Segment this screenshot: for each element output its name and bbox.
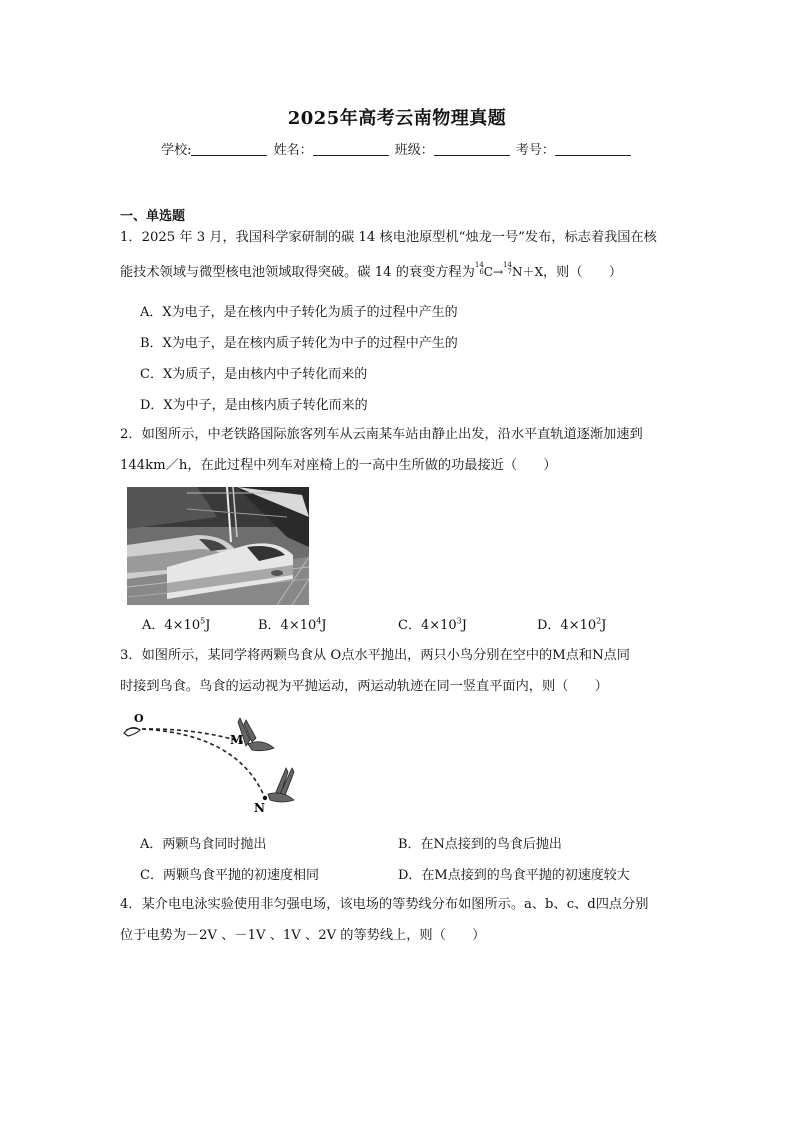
section-heading: 一、单选题 bbox=[120, 209, 186, 224]
point-o-label: O bbox=[134, 712, 144, 725]
n-rest: N＋X bbox=[511, 265, 543, 279]
exam-number-label: 考号： bbox=[515, 143, 555, 158]
student-info-line bbox=[0, 139, 794, 158]
arrow: → bbox=[492, 265, 504, 279]
c-mass-number: 14 bbox=[474, 261, 484, 269]
school-blank[interactable] bbox=[191, 143, 267, 156]
q1-option-b: B．X为电子，是在核内质子转化为中子的过程中产生的 bbox=[140, 336, 458, 351]
q2-option-d: D．$4\times 10^2J$ bbox=[537, 616, 607, 633]
q2-option-a: A．$4\times 10^5J$ bbox=[142, 616, 211, 633]
q2-line2: 144km／h，在此过程中列车对座椅上的一高中生所做的功最接近（ ） bbox=[120, 458, 557, 473]
n-mass-number: 14 bbox=[503, 261, 512, 269]
bird-n-icon bbox=[268, 768, 294, 802]
q3-option-b: B．在N点接到的鸟食后抛出 bbox=[398, 837, 562, 852]
decay-equation bbox=[475, 262, 543, 282]
bird-m-icon bbox=[238, 718, 274, 751]
q3-option-a: A．两颗鸟食同时抛出 bbox=[140, 837, 267, 852]
n-atomic-number: 7 bbox=[507, 268, 512, 276]
q4-line2: 位于电势为－2V 、－1V 、1V 、2V 的等势线上，则（ ） bbox=[120, 928, 486, 943]
class-blank[interactable] bbox=[434, 143, 510, 156]
q1-line2-end: ，则（ ） bbox=[543, 265, 623, 280]
q1-option-a: A．X为电子，是在核内中子转化为质子的过程中产生的 bbox=[140, 305, 458, 320]
q1-line1: 1．2025 年 3 月，我国科学家研制的碳 14 核电池原型机“烛龙一号”发布，标志着我国在核 bbox=[120, 230, 657, 245]
point-m-label: M bbox=[230, 733, 244, 747]
name-label: 姓名： bbox=[273, 143, 313, 158]
q3-line2: 时接到鸟食。鸟食的运动视为平抛运动，两运动轨迹在同一竖直平面内，则（ ） bbox=[120, 679, 608, 694]
q4-line1: 4．某介电电泳实验使用非匀强电场，该电场的等势线分布如图所示。a、b、c、d四点分别 bbox=[120, 897, 649, 912]
c-symbol: C bbox=[483, 265, 493, 279]
exam-number-blank[interactable] bbox=[555, 143, 631, 156]
q1-line2 bbox=[120, 262, 622, 283]
q2-line1: 2．如图所示，中老铁路国际旅客列车从云南某车站由静止出发，沿水平直轨道逐渐加速到 bbox=[120, 427, 643, 442]
c-atomic-number: 6 bbox=[479, 268, 484, 276]
q1-option-d: D．X为中子，是由核内质子转化而来的 bbox=[140, 398, 368, 413]
name-blank[interactable] bbox=[313, 143, 389, 156]
school-label: 学校: bbox=[161, 143, 192, 158]
q3-option-d: D．在M点接到的鸟食平抛的初速度较大 bbox=[398, 868, 630, 883]
q2-option-c: C．$4\times 10^3J$ bbox=[398, 616, 467, 633]
q1-line2-text: 能技术领域与微型核电池领域取得突破。碳 14 的衰变方程为 bbox=[120, 265, 475, 280]
class-label: 班级： bbox=[394, 143, 434, 158]
q3-line1: 3．如图所示，某同学将两颗鸟食从 O点水平抛出，两只小鸟分别在空中的M点和N点同 bbox=[120, 648, 630, 663]
point-n-label: N bbox=[254, 801, 265, 815]
q1-option-c: C．X为质子，是由核内中子转化而来的 bbox=[140, 367, 368, 382]
q3-option-c: C．两颗鸟食平抛的初速度相同 bbox=[140, 868, 319, 883]
page-title: 2025年高考云南物理真题 bbox=[287, 108, 507, 129]
q2-option-b: B．$4\times 10^4J$ bbox=[258, 616, 327, 633]
projectile-figure bbox=[118, 708, 318, 820]
train-photo bbox=[127, 487, 309, 605]
